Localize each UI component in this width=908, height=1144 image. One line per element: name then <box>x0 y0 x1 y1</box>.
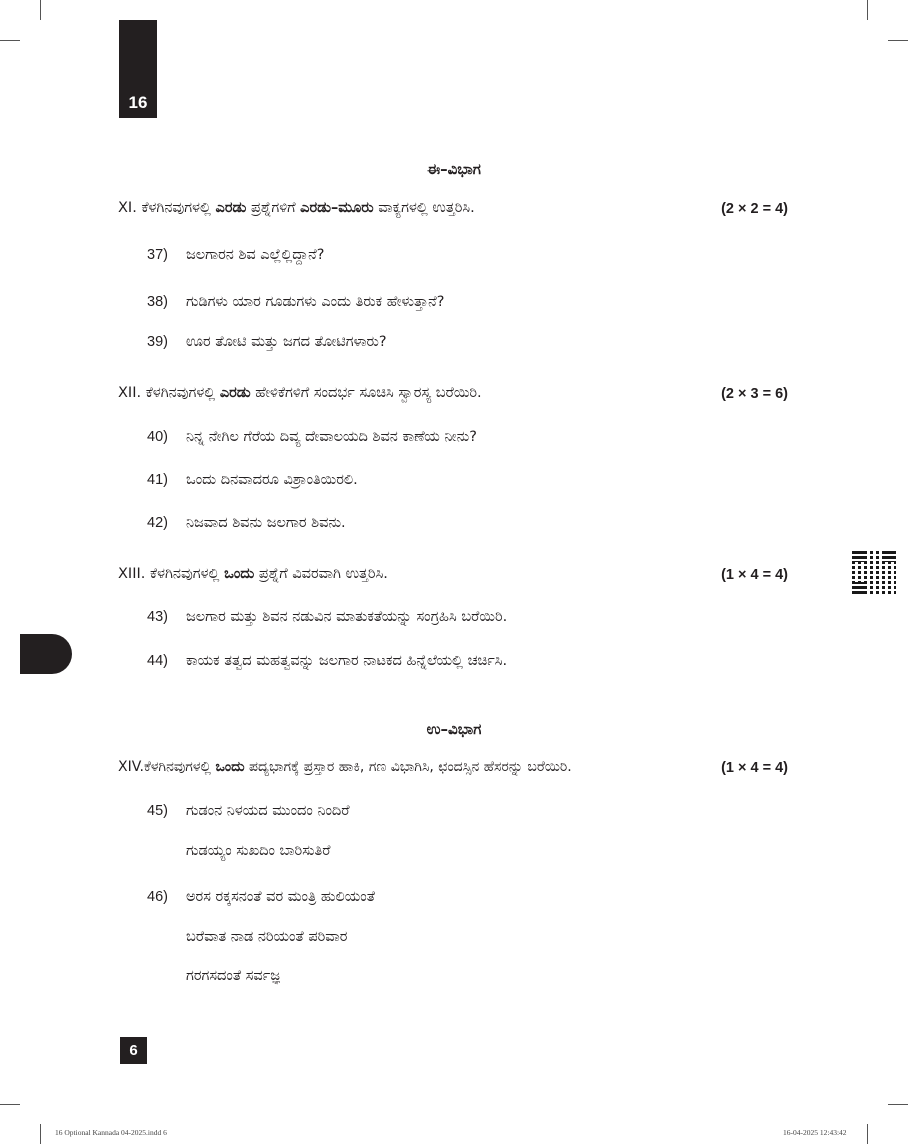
question-text: ಜಲಗಾರ ಮತ್ತು ಶಿವನ ನಡುವಿನ ಮಾತುಕತೆಯನ್ನು ಸಂಗ್ರಹಿಸಿ ಬರೆಯಿರಿ. <box>186 609 508 625</box>
question-text: ನಿಜವಾದ ಶಿವನು ಜಲಗಾರ ಶಿವನು. <box>186 515 346 531</box>
question-number: 42) <box>147 515 168 531</box>
question-xiv: XIV.ಕೆಳಗಿನವುಗಳಲ್ಲಿ ಒಂದು ಪದ್ಯಭಾಗಕ್ಕೆ ಪ್ರಸ್ತಾರ ಹಾಕಿ, ಗಣ ವಿಭಾಗಿಸಿ, ಛಂದಸ್ಸಿನ ಹೆಸರನ್ನು ಬರೆಯಿರಿ. <box>118 759 572 775</box>
question-text: ಜಲಗಾರನ ಶಿವ ಎಲ್ಲೆಲ್ಲಿದ್ದಾನೆ? <box>186 247 325 263</box>
section-e-title: ಈ–ವಿಭಾಗ <box>427 160 481 178</box>
question-text: ಕಾಯಕ ತತ್ವದ ಮಹತ್ವವನ್ನು ಜಲಗಾರ ನಾಟಕದ ಹಿನ್ನೆಲೆಯಲ್ಲಿ ಚರ್ಚಿಸಿ. <box>186 653 508 669</box>
question-text: ಊರ ತೋಟಿ ಮತ್ತು ಜಗದ ತೋಟಿಗಳಾರು? <box>186 334 387 350</box>
question-xi: XI. ಕೆಳಗಿನವುಗಳಲ್ಲಿ ಎರಡು ಪ್ರಶ್ನೆಗಳಿಗೆ ಎರಡು–ಮೂರು ವಾಕ್ಯಗಳಲ್ಲಿ ಉತ್ತರಿಸಿ. <box>118 200 475 216</box>
footer-file-name: 16 Optional Kannada 04-2025.indd 6 <box>55 1128 167 1137</box>
section-u-title: ಉ–ವಿಭಾಗ <box>426 720 482 738</box>
marks-xii: (2 × 3 = 6) <box>721 386 788 402</box>
question-number: 39) <box>147 334 168 350</box>
question-text: ಗುಡಿಗಳು ಯಾರ ಗೂಡುಗಳು ಎಂದು ತಿರುಕ ಹೇಳುತ್ತಾನೆ? <box>186 294 445 310</box>
marks-xiv: (1 × 4 = 4) <box>721 760 788 776</box>
question-number: 38) <box>147 294 168 310</box>
question-xii: XII. ಕೆಳಗಿನವುಗಳಲ್ಲಿ ಎರಡು ಹೇಳಿಕೆಗಳಿಗೆ ಸಂದರ್ಭ ಸೂಚಿಸಿ ಸ್ವಾರಸ್ಯ ಬರೆಯಿರಿ. <box>118 385 482 401</box>
question-number: 45) <box>147 803 168 819</box>
crop-mark <box>0 1104 20 1105</box>
marks-xiii: (1 × 4 = 4) <box>721 567 788 583</box>
question-text: ಒಂದು ದಿನವಾದರೂ ವಿಶ್ರಾಂತಿಯಿರಲಿ. <box>186 472 358 488</box>
poem-line: ಬರೆವಾತ ನಾಡ ನರಿಯಂತೆ ಪರಿವಾರ <box>186 929 348 945</box>
chapter-tab-number: 16 <box>128 93 148 112</box>
crop-mark <box>40 1124 41 1144</box>
question-text: ನಿನ್ನ ನೇಗಿಲ ಗೆರೆಯ ದಿವ್ಯ ದೇವಾಲಯದಿ ಶಿವನ ಕಾಣೆಯ ನೀನು? <box>186 429 477 445</box>
poem-line: ಗುಡಂನ ನಿಳಯದ ಮುಂದಂ ನಿಂದಿರೆ <box>186 803 350 819</box>
crop-mark <box>888 40 908 41</box>
poem-line: ಗುಡಯ್ಯಂ ಸುಖದಿಂ ಬಾರಿಸುತಿರೆ <box>186 843 331 859</box>
qr-code-icon <box>852 550 896 594</box>
crop-mark <box>40 0 41 20</box>
question-number: 44) <box>147 653 168 669</box>
question-xiii: XIII. ಕೆಳಗಿನವುಗಳಲ್ಲಿ ಒಂದು ಪ್ರಶ್ನೆಗೆ ವಿವರವಾಗಿ ಉತ್ತರಿಸಿ. <box>118 566 388 582</box>
footer-timestamp: 16-04-2025 12:43:42 <box>783 1128 847 1137</box>
chapter-tab <box>119 20 157 118</box>
question-number: 46) <box>147 889 168 905</box>
question-number: 40) <box>147 429 168 445</box>
question-number: 41) <box>147 472 168 488</box>
question-number: 43) <box>147 609 168 625</box>
poem-line: ಗರಗಸದಂತೆ ಸರ್ವಜ್ಞ <box>186 968 280 984</box>
marks-xi: (2 × 2 = 4) <box>721 201 788 217</box>
crop-mark <box>867 1124 868 1144</box>
crop-mark <box>867 0 868 20</box>
poem-line: ಅರಸ ರಕ್ಕಸನಂತೆ ವರ ಮಂತ್ರಿ ಹುಲಿಯಂತೆ <box>186 889 375 905</box>
page-number: 6 <box>120 1037 147 1064</box>
question-number: 37) <box>147 247 168 263</box>
crop-mark <box>888 1104 908 1105</box>
side-thumb-tab <box>20 634 72 674</box>
crop-mark <box>0 40 20 41</box>
